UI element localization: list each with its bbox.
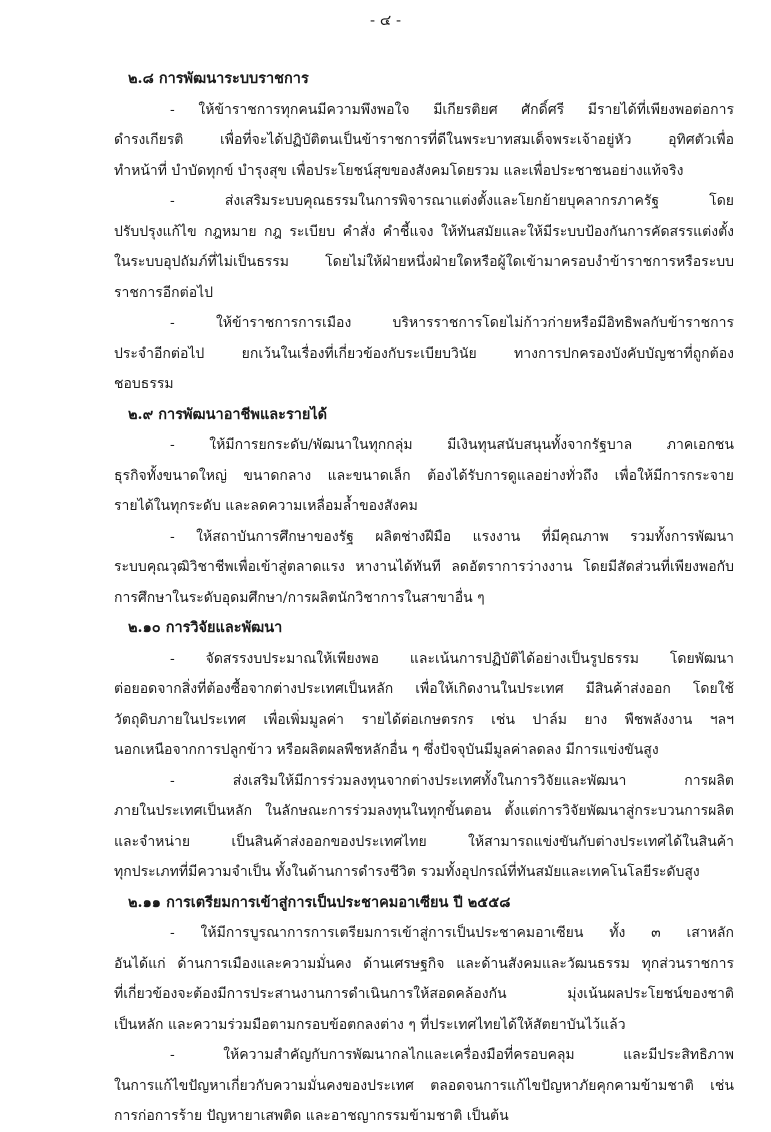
paragraph-line: เป็นหลัก และความร่วมมือตามกรอบข้อตกลงต่าง ๆ ที่ประเทศไทยได้ให้สัตยาบันไว้แล้ว	[114, 1016, 626, 1033]
paragraph-line: และจำหน่าย เป็นสินค้าส่งออกของประเทศไทย ให้สามารถแข่งขันกับต่างประเทศได้ในสินค้า	[114, 833, 734, 850]
paragraph-line: ประจำอีกต่อไป ยกเว้นในเรื่องที่เกี่ยวข้องกับระเบียบวินัย ทางการปกครองบังคับบัญชาที่ถูกต้อง	[114, 345, 734, 362]
paragraph	[114, 1040, 734, 1132]
section	[114, 400, 734, 614]
section-heading: ๒.๙ การพัฒนาอาชีพและรายได้	[128, 405, 328, 423]
section	[114, 613, 734, 888]
paragraph-line: ที่เกี่ยวข้องจะต้องมีการประสานงานการดำเนินการให้สอดคล้องกัน มุ่งเน้นผลประโยชน์ของชาติ	[114, 986, 734, 1002]
paragraph-line: ทำหน้าที่ บำบัดทุกข์ บำรุงสุข เพื่อประโยชน์สุขของสังคมโดยรวม และเพื่อประชาชนอย่างแท้จริง	[114, 162, 684, 179]
paragraph-line: - ให้ข้าราชการการเมือง บริหารราชการโดยไม่ก้าวก่ายหรือมีอิทธิพลกับข้าราชการ	[170, 315, 734, 331]
paragraph-line: วัตถุดิบภายในประเทศ เพื่อเพิ่มมูลค่า รายได้ต่อเกษตรกร เช่น ปาล์ม ยาง พืชพลังงาน ฯลฯ	[114, 711, 734, 728]
paragraph-line: ต่อยอดจากสิ่งที่ต้องซื้อจากต่างประเทศเป็นหลัก เพื่อให้เกิดงานในประเทศ มีสินค้าส่งออก โดยใช้	[114, 681, 734, 697]
paragraph	[114, 95, 734, 187]
paragraph	[114, 918, 734, 1040]
paragraph-line: - ให้ความสำคัญกับการพัฒนากลไกและเครื่องมือที่ครอบคลุม และมีประสิทธิภาพ	[170, 1047, 734, 1063]
section-heading: ๒.๘ การพัฒนาระบบราชการ	[128, 70, 309, 87]
page-number: - ๔ -	[369, 11, 402, 29]
paragraph	[114, 308, 734, 400]
paragraph-line: ทุกประเภทที่มีความจำเป็น ทั้งในด้านการดำรงชีวิต รวมทั้งอุปกรณ์ที่ทันสมัยและเทคโนโลยีระดับสูง	[114, 864, 700, 880]
section-heading: ๒.๑๐ การวิจัยและพัฒนา	[128, 619, 283, 636]
paragraph-line: - จัดสรรงบประมาณให้เพียงพอ และเน้นการปฏิบัติได้อย่างเป็นรูปธรรม โดยพัฒนา	[170, 650, 734, 667]
paragraph-line: - ให้มีการยกระดับ/พัฒนาในทุกกลุ่ม มีเงินทุนสนับสนุนทั้งจากรัฐบาล ภาคเอกชน	[170, 437, 734, 453]
paragraph-line: ระบบคุณวุฒิวิชาชีพเพื่อเข้าสู่ตลาดแรง หางานได้ทันที ลดอัตราการว่างงาน โดยมีสัดส่วนที่เพียงพอกับ	[114, 559, 734, 575]
paragraph-line: - ให้สถาบันการศึกษาของรัฐ ผลิตช่างฝีมือ แรงงาน ที่มีคุณภาพ รวมทั้งการพัฒนา	[170, 528, 734, 545]
paragraph-line: ปรับปรุงแก้ไข กฎหมาย กฎ ระเบียบ คำสั่ง คำชี้แจง ให้ทันสมัยและให้มีระบบป้องกันการคัดสรรแต่งตั้ง	[114, 223, 734, 240]
paragraph-line: ในระบบอุปถัมภ์ที่ไม่เป็นธรรม โดยไม่ให้ฝ่ายหนึ่งฝ่ายใดหรือผู้ใดเข้ามาครอบงำข้าราชการหรือระบบ	[114, 254, 734, 270]
paragraph-line: อันได้แก่ ด้านการเมืองและความมั่นคง ด้านเศรษฐกิจ และด้านสังคมและวัฒนธรรม ทุกส่วนราชการ	[114, 955, 734, 972]
paragraph	[114, 522, 734, 614]
paragraph	[114, 766, 734, 888]
paragraph-line: นอกเหนือจากการปลูกข้าว หรือผลิตผลพืชหลักอื่น ๆ ซึ่งปัจจุบันมีมูลค่าลดลง มีการแข่งขันสูง	[114, 742, 659, 758]
section	[114, 64, 734, 400]
paragraph-line: การศึกษาในระดับอุดมศึกษา/การผลิตนักวิชาการในสาขาอื่น ๆ	[114, 589, 485, 606]
paragraph-line: - ให้มีการบูรณาการการเตรียมการเข้าสู่การเป็นประชาคมอาเซียน ทั้ง ๓ เสาหลัก	[170, 925, 734, 941]
paragraph-line: - ส่งเสริมให้มีการร่วมลงทุนจากต่างประเทศทั้งในการวิจัยและพัฒนา การผลิต	[170, 772, 734, 789]
paragraph	[114, 186, 734, 308]
paragraph-line: - ส่งเสริมระบบคุณธรรมในการพิจารณาแต่งตั้งและโยกย้ายบุคลากรภาครัฐ โดย	[170, 193, 734, 209]
paragraph-line: รายได้ในทุกระดับ และลดความเหลื่อมล้ำของสังคม	[114, 498, 418, 514]
paragraph-line: ชอบธรรม	[114, 376, 174, 392]
paragraph-line: ราชการอีกต่อไป	[114, 284, 214, 301]
paragraph-line: ในการแก้ไขปัญหาเกี่ยวกับความมั่นคงของประเทศ ตลอดจนการแก้ไขปัญหาภัยคุกคามข้ามชาติ เช่น	[114, 1077, 734, 1094]
paragraph	[114, 644, 734, 766]
paragraph-line: - ให้ข้าราชการทุกคนมีความพึงพอใจ มีเกียรติยศ ศักดิ์ศรี มีรายได้ที่เพียงพอต่อการ	[170, 101, 734, 118]
paragraph-line: การก่อการร้าย ปัญหายาเสพติด และอาชญากรรมข้ามชาติ เป็นต้น	[114, 1108, 509, 1124]
section	[114, 888, 734, 1132]
document-body	[114, 64, 734, 1132]
paragraph-line: ดำรงเกียรติ เพื่อที่จะได้ปฏิบัติตนเป็นข้าราชการที่ดีในพระบาทสมเด็จพระเจ้าอยู่หัว อุทิศตัวเพื่อ	[114, 132, 734, 148]
paragraph-line: ธุรกิจทั้งขนาดใหญ่ ขนาดกลาง และขนาดเล็ก ต้องได้รับการดูแลอย่างทั่วถึง เพื่อให้มีการกระจาย	[114, 467, 734, 484]
paragraph-line: ภายในประเทศเป็นหลัก ในลักษณะการร่วมลงทุนในทุกขั้นตอน ตั้งแต่การวิจัยพัฒนาสู่กระบวนการผลิต	[114, 803, 734, 819]
section-heading: ๒.๑๑ การเตรียมการเข้าสู่การเป็นประชาคมอาเซียน ปี ๒๕๕๘	[128, 893, 511, 911]
paragraph	[114, 430, 734, 522]
